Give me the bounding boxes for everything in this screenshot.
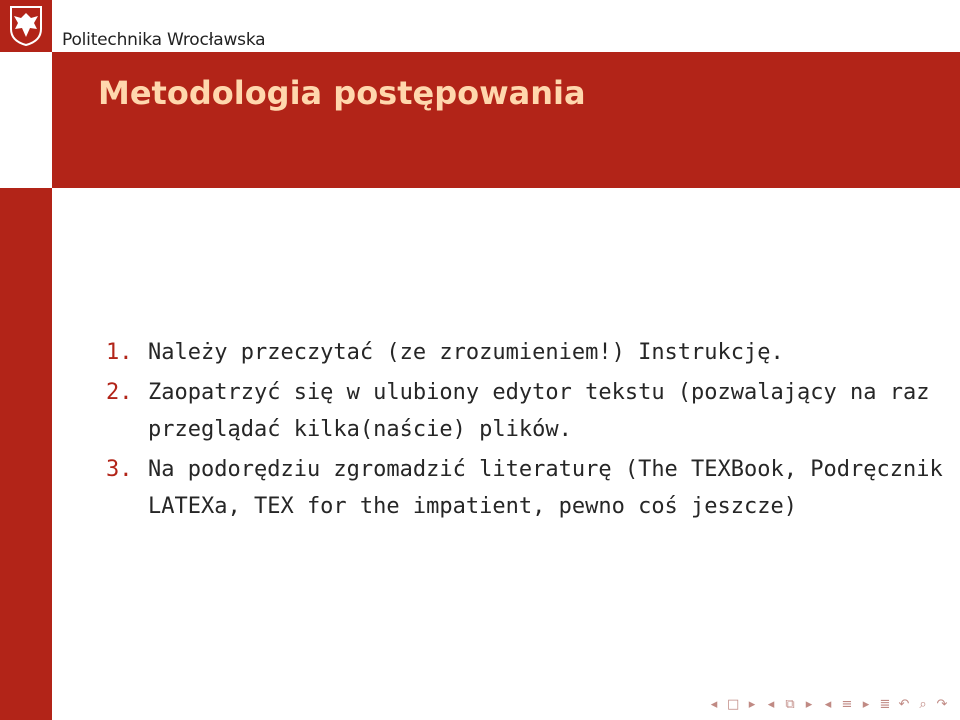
item-text: Na podorędziu zgromadzić literaturę (The TEXBook, Podręcznik LATEXa, TEX for the impatient, pewno coś jeszcze) — [148, 457, 943, 519]
nav-doc-icon[interactable]: ≣ — [879, 697, 891, 712]
institution-name: Politechnika Wrocławska — [62, 30, 266, 50]
nav-search-icon[interactable]: ⌕ — [919, 697, 927, 712]
left-accent-bar — [0, 188, 52, 720]
slide-title: Metodologia postępowania — [98, 74, 586, 112]
eagle-crest-icon — [9, 5, 43, 47]
nav-frame-icon[interactable]: □ — [727, 697, 740, 712]
nav-section-prev-icon[interactable]: ◂ — [824, 697, 832, 712]
item-number: 1. — [106, 340, 133, 365]
nav-subsection-next-icon[interactable]: ▸ — [805, 697, 813, 712]
list-item — [106, 374, 956, 448]
list-item — [106, 334, 956, 371]
item-text: Zaopatrzyć się w ulubiony edytor tekstu (pozwalający na raz przeglądać kilka(naście) plików. — [148, 380, 930, 442]
title-bar — [52, 52, 960, 188]
nav-subsection-prev-icon[interactable]: ◂ — [767, 697, 775, 712]
item-number: 2. — [106, 380, 133, 405]
steps-list — [106, 334, 956, 528]
list-item — [106, 451, 956, 525]
nav-section-icon[interactable]: ≡ — [841, 697, 853, 712]
university-logo — [0, 0, 52, 52]
item-text: Należy przeczytać (ze zrozumieniem!) Instrukcję. — [148, 340, 784, 365]
beamer-navigation — [708, 697, 948, 712]
item-number: 3. — [106, 457, 133, 482]
nav-section-next-icon[interactable]: ▸ — [862, 697, 870, 712]
nav-undo-icon[interactable]: ↶ — [898, 697, 910, 712]
nav-redo-icon[interactable]: ↷ — [936, 697, 948, 712]
nav-frame-prev-icon[interactable]: ◂ — [710, 697, 718, 712]
nav-subsection-icon[interactable]: ⧉ — [785, 697, 795, 712]
nav-frame-next-icon[interactable]: ▸ — [748, 697, 756, 712]
